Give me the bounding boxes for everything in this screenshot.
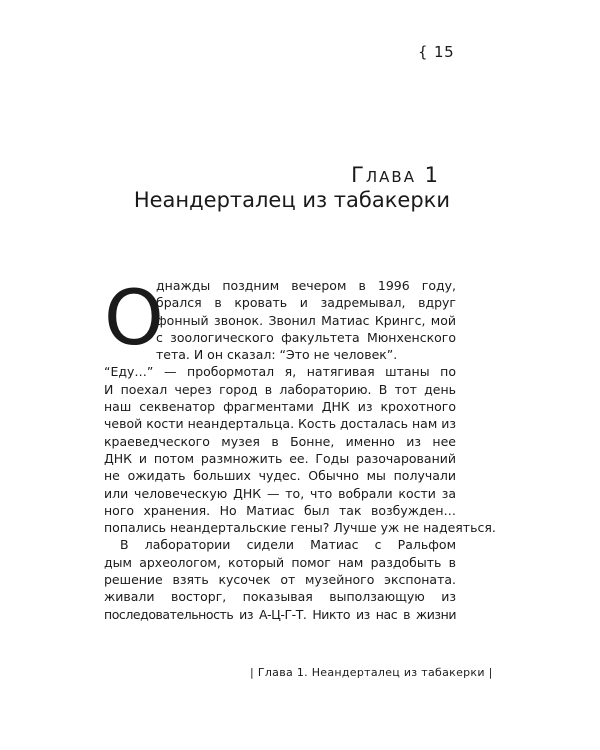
text-line: фонный звонок. Звонил Матиас Крингс, мой [156,312,456,328]
footer-chapter-title: Глава 1. Неандерталец из табакерки [257,666,485,679]
chapter-label: Глава 1 [351,163,440,187]
text-line: “Еду…” — пробормотал я, натягивая штаны по [104,364,456,380]
text-line: краеведческого музея в Бонне, именно из нее [104,433,456,449]
text-line: ного хранения. Но Матиас был так возбужден… [104,502,456,518]
running-footer [250,666,493,679]
page-number-value: 15 [434,43,455,61]
text-line: днажды поздним вечером в 1996 году, [156,278,456,293]
drop-cap: О [104,273,164,362]
body-text [104,273,496,623]
chapter-title: Неандерталец из табакерки [133,188,450,212]
text-line: живали восторг, показывая выползающую из [104,589,456,605]
page-number [418,43,454,61]
text-line: тета. И он сказал: “Это не человек”. [156,347,398,363]
text-line: чевой кости неандертальца. Кость досталась нам из [104,416,456,432]
text-line: решение взять кусочек от музейного экспоната. [104,572,456,588]
text-line: попались неандертальские гены? Лучше уж не надеяться. [104,520,496,536]
text-line: дым археологом, который помог нам раздобыть в [104,554,456,570]
text-line: И поехал через город в лабораторию. В тот день [104,381,456,397]
page-number-brace: { [418,43,429,61]
text-line: с зоологического факультета Мюнхенского [156,329,456,345]
text-line: В лаборатории сидели Матиас с Ральфом [120,537,456,553]
text-line: ДНК и потом размножить ее. Годы разочарований [104,450,456,466]
footer-bar-left: | [250,666,255,679]
text-line: наш секвенатор фрагментами ДНК из крохотного [104,399,456,415]
text-line: не ожидать больших чудес. Обычно мы получали [104,468,456,484]
text-line: последовательность из А-Ц-Г-Т. Никто из нас в жизни [104,606,456,622]
text-line: или человеческую ДНК — то, что вобрали кости за [104,485,456,501]
text-line: брался в кровать и задремывал, вдруг [156,295,456,311]
footer-bar-right: | [488,666,493,679]
